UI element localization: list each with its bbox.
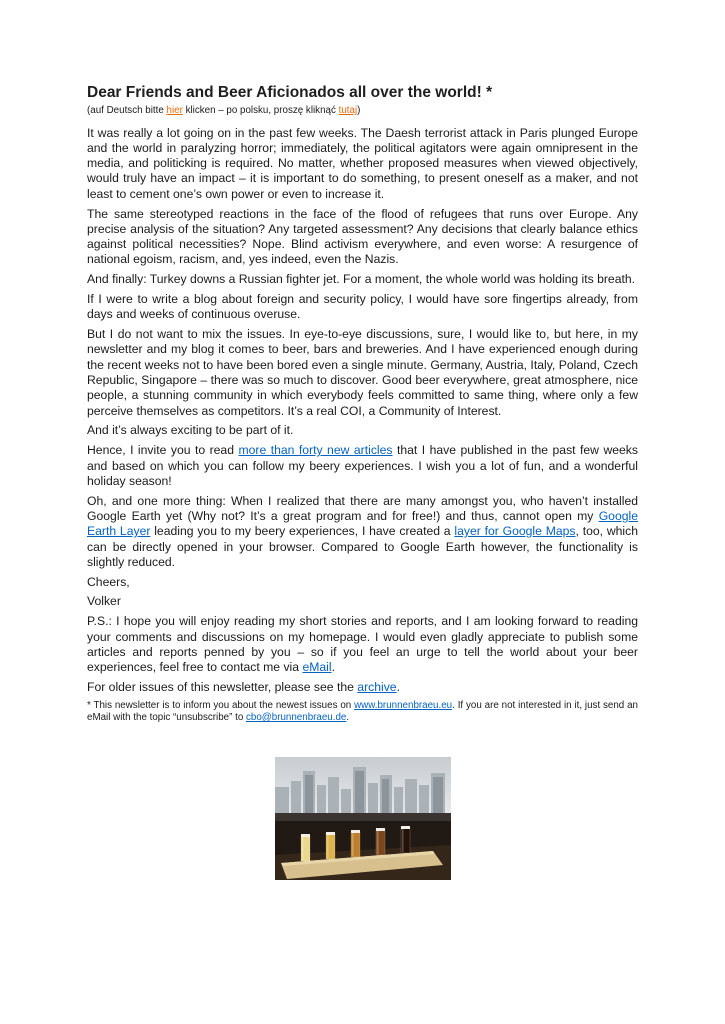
text-run: For older issues of this newsletter, please see the [87,679,358,694]
text-run: leading you to my beery experiences, I have created a [150,524,455,539]
link-archive[interactable]: archive [357,679,397,694]
text-run: * This newsletter is to inform you about the newest issues on [87,699,355,711]
text-run: that I have published in the past few weeks and based on which you can follow my beery experiences. I wish you a lot of fun, and a wonderful holiday season! [87,443,638,488]
text-run: . [331,660,335,675]
text-run: The same stereotyped reactions in the face of the flood of refugees that runs over Europe. Any precise analysis of the situation? Any targeted assessment? Any decisions that clearly balance ethics against political necessities? Nope. Blind activism everywhere, and even worse: A resurgence of national egoism, racism, and, yes indeed, even the Nazis. [87,206,638,267]
beer-flight-skyline-photo [275,757,451,880]
text-run: It was really a lot going on in the past few weeks. The Daesh terrorist attack in Paris plunged Europe and the world in paralyzing horror; immediately, the political agitators were again omnipresent in the media, and politicking is required. No matter, whether proposed measures when viewed objectively, would truly have an impact – it is important to do something, to present oneself as a maker, and not least to cement one’s own power or even to increase it. [87,125,638,201]
link-tutaj[interactable]: tutaj [338,105,358,116]
para-volker [87,594,638,609]
text-run: And finally: Turkey downs a Russian fighter jet. For a moment, the whole world was holding its breath. [87,272,636,287]
text-run: Volker [87,594,121,609]
para-exciting [87,423,638,438]
para-intro [87,126,638,202]
link-hier[interactable]: hier [166,105,183,116]
text-run: Cheers, [87,574,130,589]
text-run: , too, which can be directly opened in your browser. Compared to Google Earth however, the functionality is slightly reduced. [87,524,638,569]
para-ps [87,614,638,675]
text-run: . [396,679,400,694]
text-run: But I do not want to mix the issues. In eye-to-eye discussions, sure, I would like to, but here, in my newsletter and my blog it comes to beer, bars and breweries. And I have experienced enough during the recent weeks not to have been bored even a single minute. Germany, Austria, Italy, Poland, Czech Republic, Singapore – there was so much to discover. Good beer everywhere, great atmosphere, nice people, a stunning community in which everybody feels committed to same thing, where only a few perceive themselves as competitors. It’s a real COI, a Community of Interest. [87,327,638,418]
para-beer-community [87,327,638,419]
text-run: klicken – po polsku, proszę kliknąć [182,105,339,116]
para-cheers [87,575,638,590]
link-unsubscribe-email[interactable]: cbo@brunnenbraeu.de [246,712,347,724]
link-google-earth-layer[interactable]: Google Earth Layer [87,508,638,539]
link-forty-new-articles[interactable]: more than forty new articles [238,443,393,458]
para-refugees [87,207,638,268]
text-run: Oh, and one more thing: When I realized that there are many amongst you, who haven’t installed Google Earth yet (Why not? It’s a great program and for free!) and thus, cannot open my [87,493,638,523]
para-archive [87,680,638,695]
page-title: Dear Friends and Beer Aficionados all over the world! * [87,84,493,101]
text-run: P.S.: I hope you will enjoy reading my short stories and reports, and I am looking forward to reading your comments and discussions on my homepage. I would even gladly appreciate to publish some articles and reports penned by you – so if you feel an urge to tell the world about your beer experiences, feel free to contact me via [87,614,638,675]
link-email[interactable]: eMail [302,660,332,675]
para-articles [87,443,638,489]
para-turkey [87,272,638,287]
subtitle [87,105,638,118]
footnote [87,700,638,725]
beer-flight-photo-graphic [275,757,451,880]
text-run: (auf Deutsch bitte [87,105,167,116]
text-run: ) [357,105,361,116]
text-run: Hence, I invite you to read [87,443,239,458]
para-blog [87,292,638,323]
para-google [87,494,638,570]
paragraph-list [87,105,638,725]
text-run: . [346,712,350,724]
text-run: And it’s always exciting to be part of it. [87,423,294,438]
link-google-maps-layer[interactable]: layer for Google Maps [454,524,576,539]
link-brunnenbraeu-website[interactable]: www.brunnenbraeu.eu [354,699,453,711]
text-run: . If you are not interested in it, just send an eMail with the topic “unsubscribe” to [87,699,638,724]
text-run: If I were to write a blog about foreign and security policy, I would have sore fingertips already, from days and weeks of continuous overuse. [87,292,638,322]
